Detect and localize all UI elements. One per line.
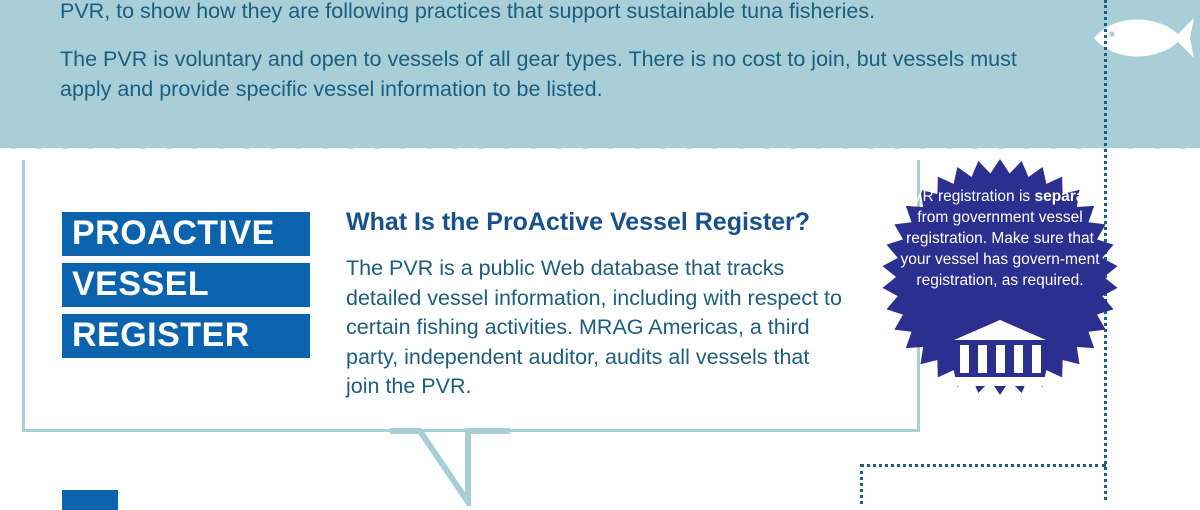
fish-icon — [1086, 8, 1196, 68]
badge-text-before: PVR registration is — [901, 188, 1035, 205]
intro-paragraph-1: PVR, to show how they are following practices that support sustainable tuna fisheries. — [60, 0, 876, 23]
bottom-accent-block — [62, 490, 118, 510]
pvr-logo-line-proactive: PROACTIVE — [62, 212, 310, 256]
callout-bubble-left-edge — [22, 160, 25, 432]
dotted-connector-vertical-left — [860, 464, 863, 504]
dotted-connector-horizontal — [860, 464, 1106, 467]
pvr-logo-line-register: REGISTER — [62, 314, 310, 358]
intro-text-block — [60, 0, 1020, 122]
section-body-text: The PVR is a public Web database that tracks detailed vessel information, including with respect to certain fishing activities. MRAG Americas, a third party, independent auditor, audits all vessels that join the PVR. — [346, 256, 842, 398]
badge-text-emphasis: separate — [1034, 188, 1099, 205]
bank-icon — [952, 318, 1048, 388]
pvr-logo-line-vessel: VESSEL — [62, 263, 310, 307]
pvr-logo — [62, 212, 310, 365]
callout-bubble-tail — [390, 428, 510, 506]
badge-text-after: from government vessel registration. Make sure that your vessel has govern-ment registration, as required. — [900, 209, 1100, 289]
badge-text — [900, 186, 1100, 291]
intro-paragraph-2: The PVR is voluntary and open to vessels of all gear types. There is no cost to join, but vessels must apply and provide specific vessel information to be listed. — [60, 47, 1017, 101]
section-heading: What Is the ProActive Vessel Register? — [346, 208, 811, 236]
